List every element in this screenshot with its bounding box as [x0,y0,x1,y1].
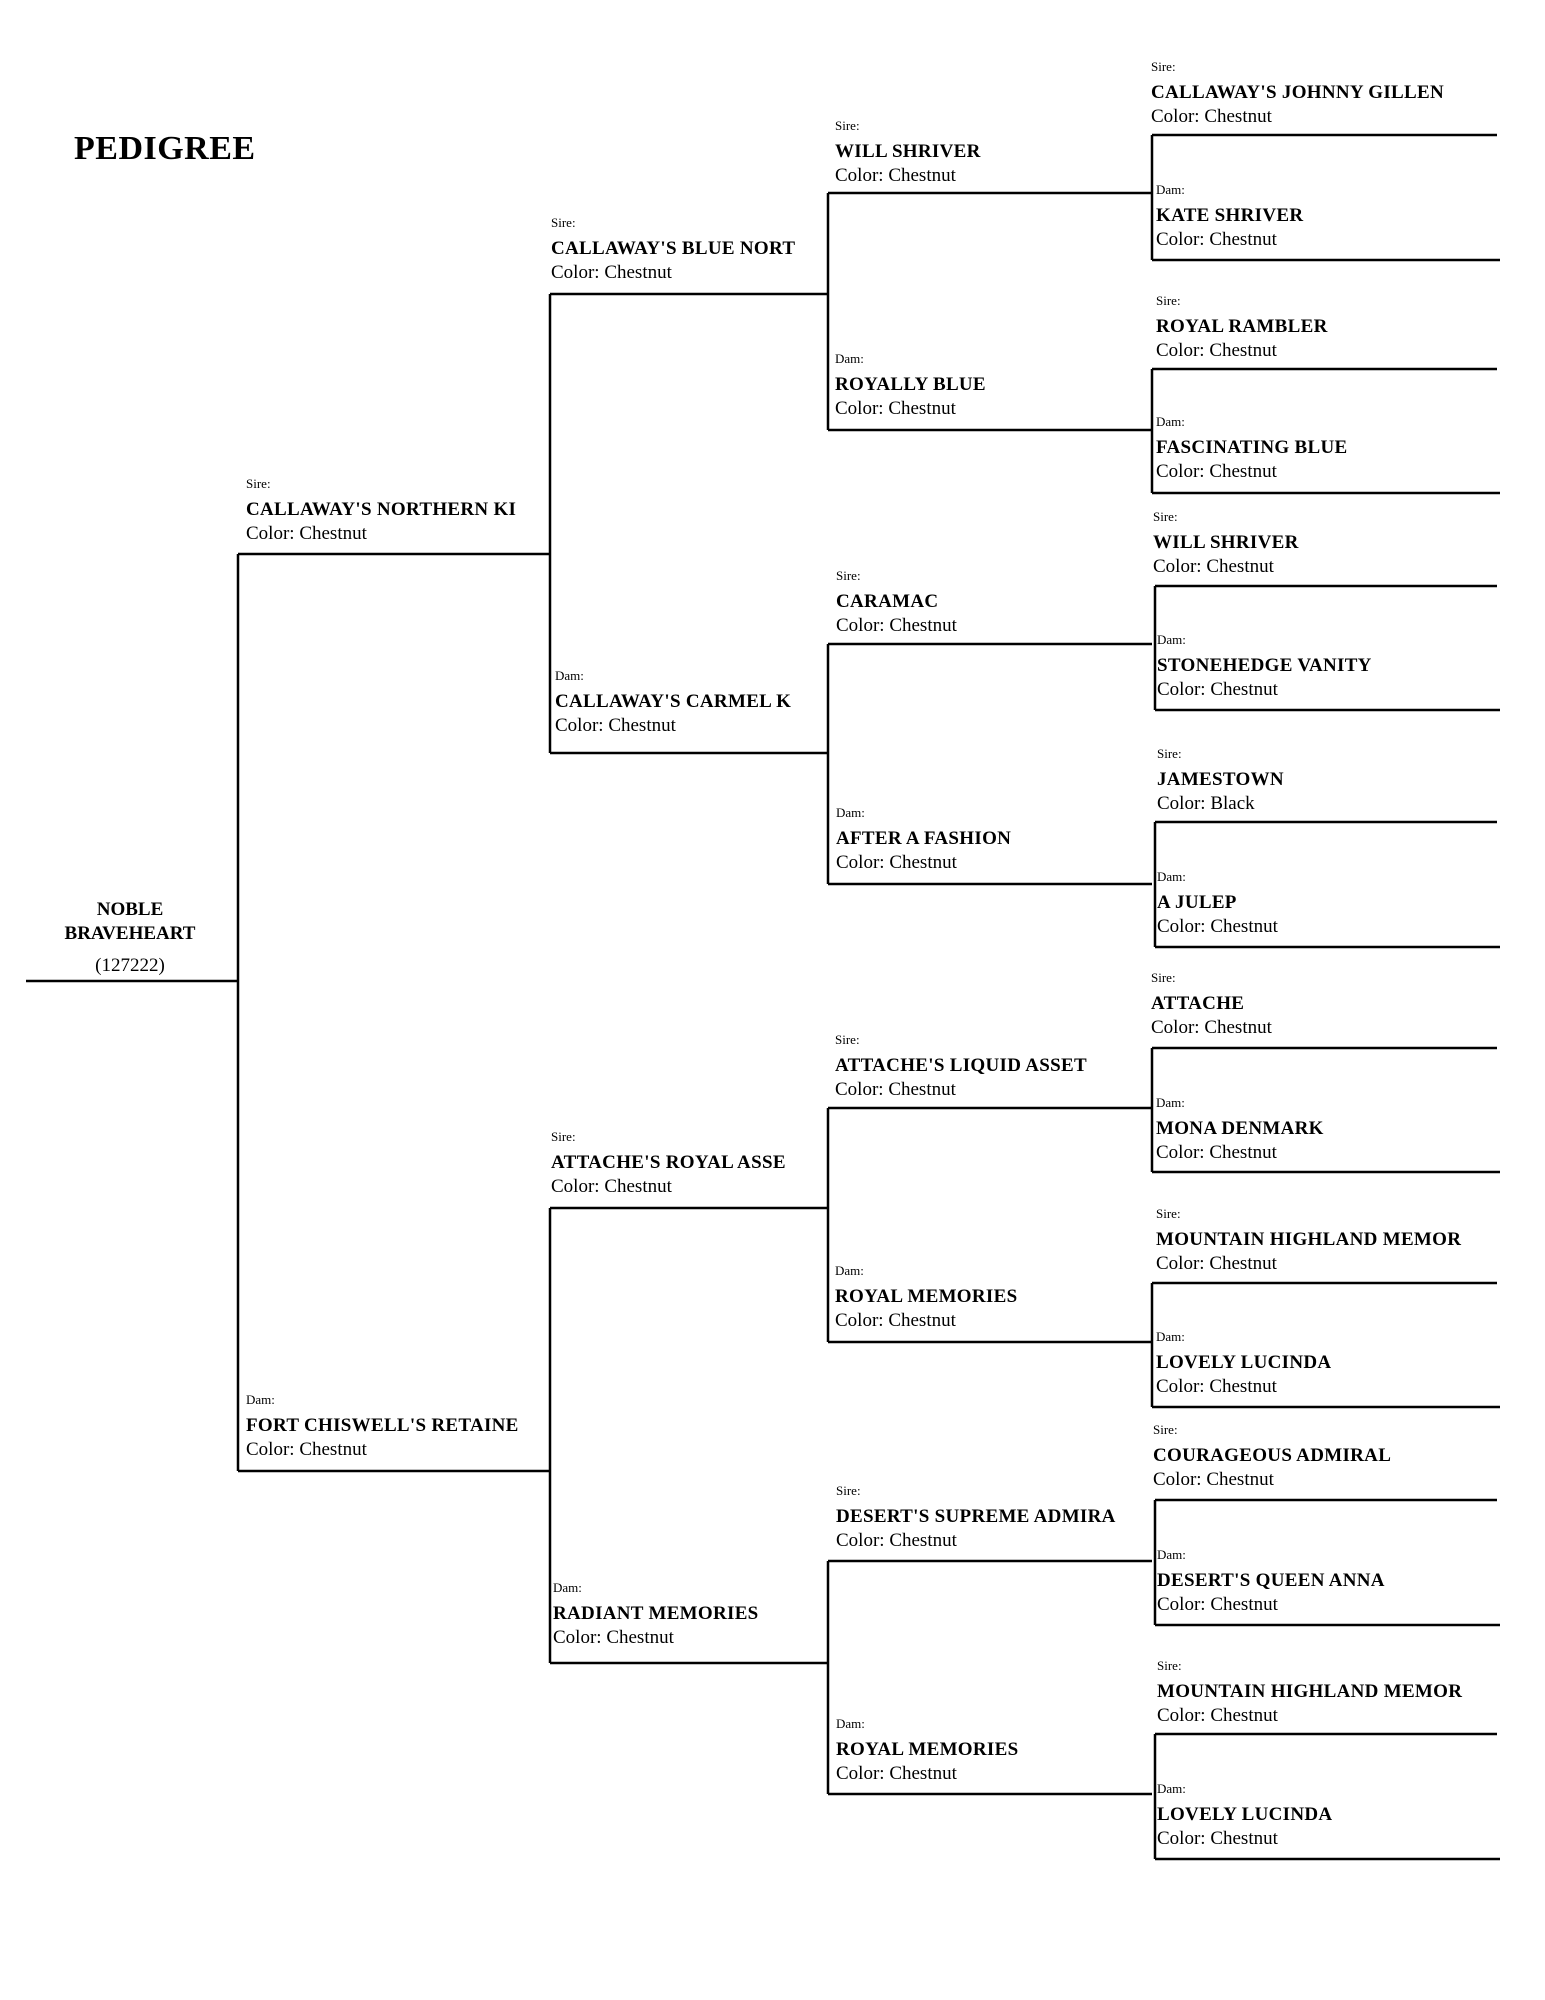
gen4-sire-8 [1157,1658,1462,1729]
relation-label: Dam: [836,805,865,820]
horse-color: Color: Chestnut [246,1439,367,1460]
horse-color: Color: Chestnut [835,1310,956,1331]
horse-name: CALLAWAY'S JOHNNY GILLEN [1151,82,1444,103]
relation-label: Dam: [555,668,584,683]
relation-label: Dam: [1156,1329,1185,1344]
gen3-sire-4 [836,1483,1116,1554]
horse-color: Color: Chestnut [555,715,676,736]
relation-label: Dam: [246,1392,275,1407]
horse-color: Color: Chestnut [1157,1828,1278,1849]
subject-name-line1: NOBLE [96,899,164,920]
gen2-dam-1 [555,668,791,739]
horse-name: WILL SHRIVER [835,141,981,162]
horse-color: Color: Chestnut [1157,679,1278,700]
horse-color: Color: Chestnut [1156,1253,1277,1274]
page-title: PEDIGREE [74,130,256,167]
horse-name: AFTER A FASHION [836,828,1012,849]
gen3-dam-4 [836,1716,1018,1787]
horse-name: LOVELY LUCINDA [1157,1804,1333,1825]
gen3-sire-2 [836,568,957,639]
subject-name-line2: BRAVEHEART [64,923,196,944]
horse-name: ATTACHE'S LIQUID ASSET [835,1055,1087,1076]
gen4-dam-7 [1157,1547,1385,1618]
horse-name: MOUNTAIN HIGHLAND MEMOR [1157,1681,1463,1702]
relation-label: Sire: [835,118,860,133]
gen4-dam-4 [1157,869,1278,940]
horse-name: ROYAL MEMORIES [836,1739,1019,1760]
gen3-dam-2 [836,805,1011,876]
relation-label: Sire: [835,1032,860,1047]
horse-name: ATTACHE [1151,993,1245,1014]
relation-label: Sire: [1157,1658,1182,1673]
horse-color: Color: Chestnut [551,262,672,283]
gen4-sire-3 [1153,509,1299,580]
subject-horse [30,898,230,978]
horse-name: ROYAL MEMORIES [835,1286,1018,1307]
horse-name: A JULEP [1157,892,1237,913]
gen4-sire-7 [1153,1422,1391,1493]
gen2-sire-2 [551,1129,786,1200]
relation-label: Sire: [246,476,271,491]
horse-color: Color: Chestnut [1151,1017,1272,1038]
horse-color: Color: Chestnut [836,1763,957,1784]
subject-registration: (127222) [95,955,165,976]
relation-label: Dam: [835,1263,864,1278]
horse-color: Color: Chestnut [1156,1376,1277,1397]
horse-color: Color: Chestnut [1153,556,1274,577]
horse-name: CALLAWAY'S CARMEL K [555,691,792,712]
horse-name: FORT CHISWELL'S RETAINE [246,1415,519,1436]
horse-color: Color: Chestnut [1153,1469,1274,1490]
gen1-sire [246,476,516,547]
horse-name: MOUNTAIN HIGHLAND MEMOR [1156,1229,1462,1250]
horse-color: Color: Chestnut [835,165,956,186]
horse-name: DESERT'S QUEEN ANNA [1157,1570,1385,1591]
horse-color: Color: Chestnut [1157,916,1278,937]
relation-label: Dam: [1157,1781,1186,1796]
relation-label: Sire: [1157,746,1182,761]
horse-name: COURAGEOUS ADMIRAL [1153,1445,1392,1466]
relation-label: Dam: [553,1580,582,1595]
gen4-dam-8 [1157,1781,1332,1852]
horse-name: JAMESTOWN [1157,769,1284,790]
relation-label: Dam: [1156,1095,1185,1110]
horse-name: CALLAWAY'S NORTHERN KI [246,499,517,520]
relation-label: Dam: [1156,414,1185,429]
relation-label: Dam: [835,351,864,366]
gen4-sire-2 [1156,293,1328,364]
gen2-dam-2 [553,1580,759,1651]
relation-label: Sire: [1156,1206,1181,1221]
gen4-sire-6 [1156,1206,1461,1277]
relation-label: Sire: [1156,293,1181,308]
relation-label: Sire: [1151,59,1176,74]
horse-color: Color: Chestnut [1156,1142,1277,1163]
gen4-sire-5 [1151,970,1272,1041]
horse-color: Color: Chestnut [1156,461,1277,482]
gen2-sire-1 [551,215,795,286]
relation-label: Dam: [1156,182,1185,197]
horse-color: Color: Chestnut [835,398,956,419]
horse-color: Color: Chestnut [1157,1705,1278,1726]
horse-color: Color: Chestnut [1157,1594,1278,1615]
horse-name: WILL SHRIVER [1153,532,1299,553]
horse-color: Color: Chestnut [1151,106,1272,127]
horse-name: CALLAWAY'S BLUE NORT [551,238,796,259]
horse-color: Color: Chestnut [836,1530,957,1551]
horse-color: Color: Black [1157,793,1255,814]
gen1-dam [246,1392,519,1463]
relation-label: Sire: [1151,970,1176,985]
gen3-dam-1 [835,351,986,422]
horse-color: Color: Chestnut [1156,340,1277,361]
gen4-sire-1 [1151,59,1444,130]
horse-color: Color: Chestnut [836,615,957,636]
relation-label: Sire: [551,1129,576,1144]
horse-color: Color: Chestnut [836,852,957,873]
gen4-sire-4 [1157,746,1284,817]
relation-label: Sire: [1153,509,1178,524]
gen4-dam-2 [1156,414,1348,485]
gen3-dam-3 [835,1263,1017,1334]
horse-name: STONEHEDGE VANITY [1157,655,1372,676]
horse-name: FASCINATING BLUE [1156,437,1348,458]
gen4-dam-6 [1156,1329,1331,1400]
horse-color: Color: Chestnut [246,523,367,544]
horse-name: LOVELY LUCINDA [1156,1352,1332,1373]
gen3-sire-1 [835,118,981,189]
horse-name: ATTACHE'S ROYAL ASSE [551,1152,786,1173]
gen4-dam-1 [1156,182,1303,253]
horse-color: Color: Chestnut [1156,229,1277,250]
gen4-dam-5 [1156,1095,1324,1166]
horse-name: ROYALLY BLUE [835,374,986,395]
relation-label: Sire: [1153,1422,1178,1437]
horse-name: DESERT'S SUPREME ADMIRA [836,1506,1116,1527]
relation-label: Dam: [1157,632,1186,647]
relation-label: Dam: [1157,869,1186,884]
horse-name: CARAMAC [836,591,939,612]
relation-label: Sire: [836,568,861,583]
gen4-dam-3 [1157,632,1372,703]
horse-color: Color: Chestnut [551,1176,672,1197]
horse-color: Color: Chestnut [553,1627,674,1648]
relation-label: Dam: [1157,1547,1186,1562]
horse-name: ROYAL RAMBLER [1156,316,1328,337]
gen3-sire-3 [835,1032,1087,1103]
horse-name: KATE SHRIVER [1156,205,1304,226]
horse-name: MONA DENMARK [1156,1118,1324,1139]
horse-name: RADIANT MEMORIES [553,1603,759,1624]
relation-label: Sire: [836,1483,861,1498]
relation-label: Dam: [836,1716,865,1731]
relation-label: Sire: [551,215,576,230]
horse-color: Color: Chestnut [835,1079,956,1100]
